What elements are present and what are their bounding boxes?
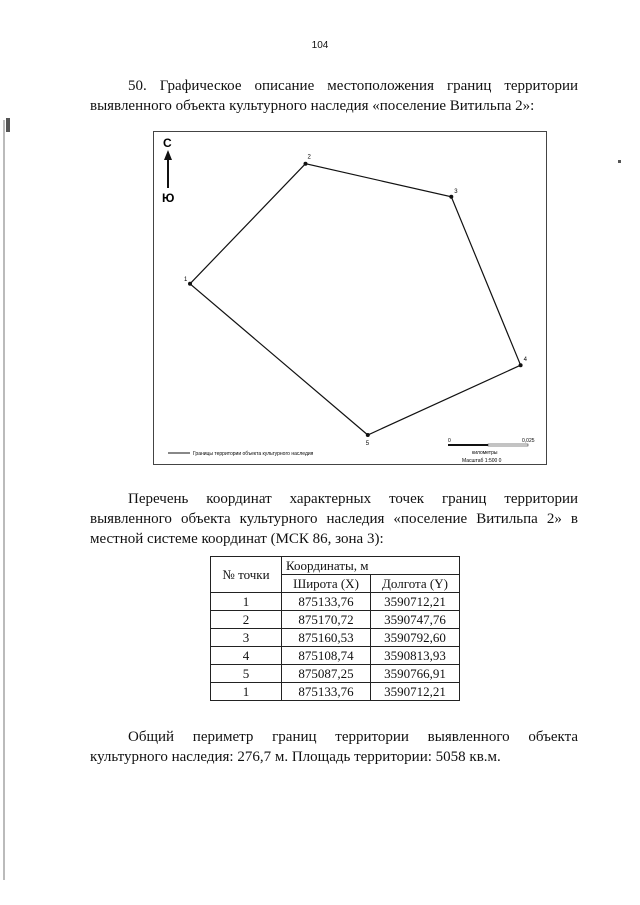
cell-lat: 875108,74 <box>282 647 371 665</box>
col-header-coordinates: Координаты, м <box>282 557 460 575</box>
scale-units-label: километры <box>472 450 498 456</box>
boundary-point-label: 1 <box>184 276 188 283</box>
cell-lat: 875170,72 <box>282 611 371 629</box>
boundary-point-label: 5 <box>365 441 370 447</box>
scale-start-label: 0 <box>448 438 451 444</box>
boundary-point-3 <box>449 195 453 199</box>
boundary-point-label: 4 <box>523 357 527 364</box>
cell-lon: 3590747,76 <box>371 611 460 629</box>
table-row <box>211 665 460 683</box>
compass-south-label: Ю <box>162 191 175 205</box>
cell-point: 3 <box>211 629 282 647</box>
scale-bar-light <box>488 444 528 446</box>
scan-speck <box>6 118 10 132</box>
cell-lon: 3590766,91 <box>371 665 460 683</box>
cell-point: 5 <box>211 665 282 683</box>
scan-edge-shadow <box>3 120 5 880</box>
page-number: 104 <box>311 40 329 51</box>
boundary-point-5 <box>366 433 370 437</box>
cell-lat: 875087,25 <box>282 665 371 683</box>
section-text: Графическое описание местоположения границ территории выявленного объекта культурного наследия «поселение Витильпа 2»: <box>90 78 578 114</box>
table-row <box>211 611 460 629</box>
compass-north-label: С <box>163 136 172 150</box>
coordinates-intro: Перечень координат характерных точек границ территории выявленного объекта культурного наследия «поселение Витильпа 2» в местной системе координат (МСК 86, зона 3): <box>90 491 578 547</box>
table-row <box>211 593 460 611</box>
section-number: 50. <box>128 78 147 94</box>
cell-lon: 3590712,21 <box>371 593 460 611</box>
cell-lat: 875133,76 <box>282 593 371 611</box>
boundary-point-2 <box>304 162 308 166</box>
coordinates-table <box>210 556 460 701</box>
legend-label: Границы территории объекта культурного наследия <box>193 451 314 457</box>
boundary-point-4 <box>519 363 523 367</box>
cell-lat: 875133,76 <box>282 683 371 701</box>
north-arrow-icon <box>164 150 172 160</box>
scan-speck <box>618 160 621 163</box>
territory-boundary <box>190 164 521 435</box>
cell-lat: 875160,53 <box>282 629 371 647</box>
cell-point: 1 <box>211 593 282 611</box>
cell-point: 4 <box>211 647 282 665</box>
cell-point: 1 <box>211 683 282 701</box>
boundary-point-1 <box>188 282 192 286</box>
table-row <box>211 629 460 647</box>
boundary-map <box>153 131 547 465</box>
boundary-map-drawing <box>154 132 548 466</box>
cell-lon: 3590712,21 <box>371 683 460 701</box>
cell-lon: 3590792,60 <box>371 629 460 647</box>
table-row <box>211 683 460 701</box>
boundary-point-label: 2 <box>307 154 311 161</box>
scale-bar-dark <box>448 444 488 446</box>
section-heading <box>90 76 578 116</box>
scale-ratio-label: Масштаб 1:500 0 <box>462 458 502 464</box>
cell-point: 2 <box>211 611 282 629</box>
cell-lon: 3590813,93 <box>371 647 460 665</box>
col-header-lat: Широта (X) <box>282 575 371 593</box>
scale-end-label: 0,025 <box>522 438 535 444</box>
boundary-point-label: 3 <box>454 188 458 195</box>
summary-text: Общий периметр границ территории выявленного объекта культурного наследия: 276,7 м. Площадь территории: 5058 кв.м. <box>90 729 578 765</box>
table-row <box>211 647 460 665</box>
col-header-point: № точки <box>211 557 282 593</box>
col-header-lon: Долгота (Y) <box>371 575 460 593</box>
